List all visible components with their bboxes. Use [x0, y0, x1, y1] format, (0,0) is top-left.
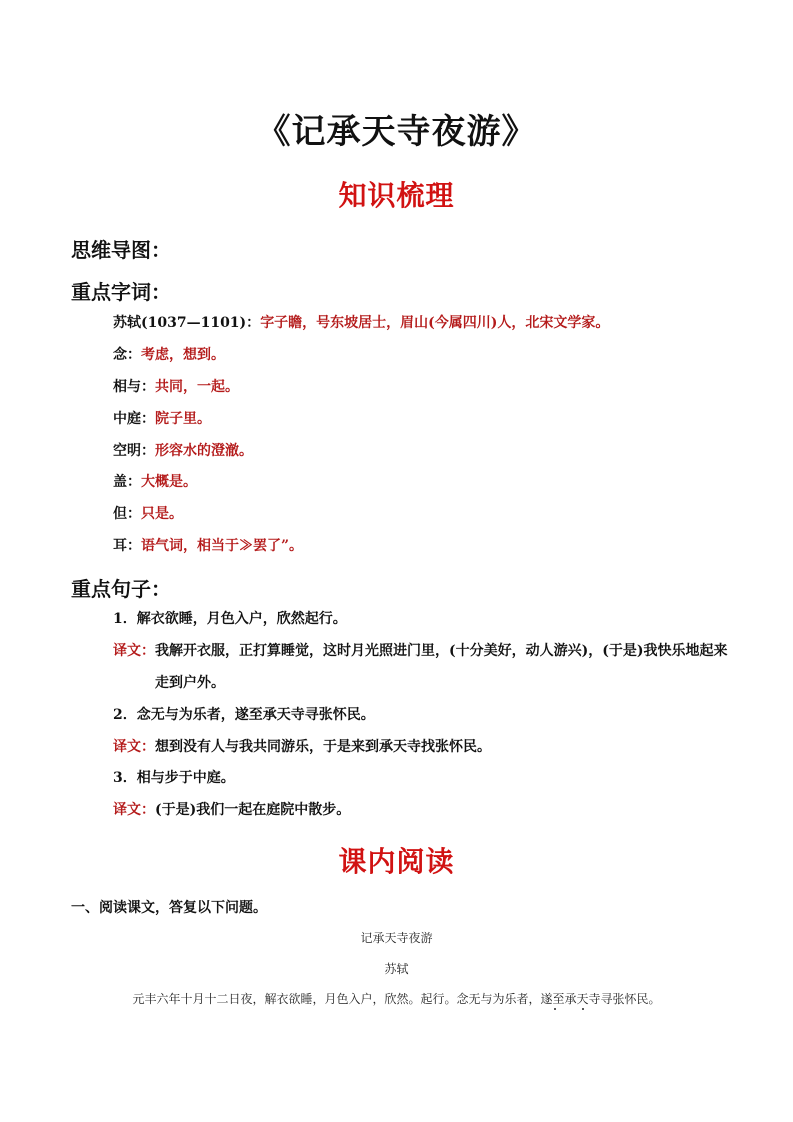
- keyword-item: [113, 345, 225, 365]
- keyword-definition: 考虑，想到。: [141, 347, 225, 363]
- keyword-item: [113, 536, 303, 556]
- translation-text: 我解开衣服，正打算睡觉，这时月光照进门里，(十分美好，动人游兴)，(于是)我快乐地起来: [155, 643, 728, 659]
- keyword-item: [113, 377, 239, 397]
- keyword-definition: 共同，一起。: [155, 379, 239, 395]
- passage-text: 元丰六年十月十二日夜，解衣欲睡，月色入户，欣然。起行。念无与为乐者，遂至承天寺寻张怀民。: [132, 992, 661, 1006]
- translation-text: (于是)我们一起在庭院中散步。: [155, 802, 351, 818]
- translation-label: 译文：: [113, 643, 155, 659]
- keyword-term: 相与：: [113, 379, 155, 395]
- key-sentence: 3．相与步于中庭。: [113, 770, 235, 786]
- keyword-definition: 字子瞻，号东坡居士，眉山(今属四川)人，北宋文学家。: [260, 315, 610, 331]
- translation-line: [113, 641, 728, 661]
- keyword-term: 空明：: [113, 443, 155, 459]
- keyword-definition: 院子里。: [155, 411, 211, 427]
- keyword-term: 中庭：: [113, 411, 155, 427]
- translation-label: 译文：: [113, 739, 155, 755]
- mindmap-heading: 思维导图：: [71, 238, 171, 262]
- section-heading-reading: 课内阅读: [338, 845, 455, 878]
- sentences-heading: 重点句子：: [71, 577, 171, 601]
- document-title: 《记承天寺夜游》: [256, 112, 537, 152]
- keyword-term: 但：: [113, 506, 141, 522]
- passage-title: 记承天寺夜游: [360, 931, 433, 945]
- keyword-definition: 大概是。: [141, 474, 197, 490]
- keyword-item: [113, 504, 183, 524]
- key-sentence: 2．念无与为乐者，遂至承天寺寻张怀民。: [113, 707, 375, 723]
- emphasis-dot: [554, 1008, 556, 1010]
- section-heading-knowledge: 知识梳理: [338, 179, 455, 212]
- keyword-item: [113, 409, 211, 429]
- keyword-definition: 语气词，相当于≫罢了”。: [141, 538, 304, 554]
- translation-continuation: 走到户外。: [155, 675, 225, 691]
- keyword-definition: 只是。: [141, 506, 183, 522]
- translation-label: 译文：: [113, 802, 155, 818]
- keyword-term: 念：: [113, 347, 141, 363]
- keyword-term: 耳：: [113, 538, 141, 554]
- keyword-item: [113, 472, 197, 492]
- keyword-definition: 形容水的澄澈。: [155, 443, 253, 459]
- key-sentence: 1．解衣欲睡，月色入户，欣然起行。: [113, 611, 347, 627]
- translation-line: [113, 800, 350, 820]
- keyword-item: [113, 441, 253, 461]
- question-heading: 一、阅读课文，答复以下问题。: [71, 900, 267, 916]
- keyword-term: 盖：: [113, 474, 141, 490]
- translation-text: 想到没有人与我共同游乐，于是来到承天寺找张怀民。: [155, 739, 491, 755]
- passage-author: 苏轼: [384, 962, 409, 976]
- translation-line: [113, 737, 491, 757]
- keyword-item: [113, 313, 609, 333]
- keywords-heading: 重点字词：: [71, 280, 171, 304]
- emphasis-dot: [582, 1008, 584, 1010]
- keyword-term: 苏轼(1037—1101)：: [113, 315, 261, 331]
